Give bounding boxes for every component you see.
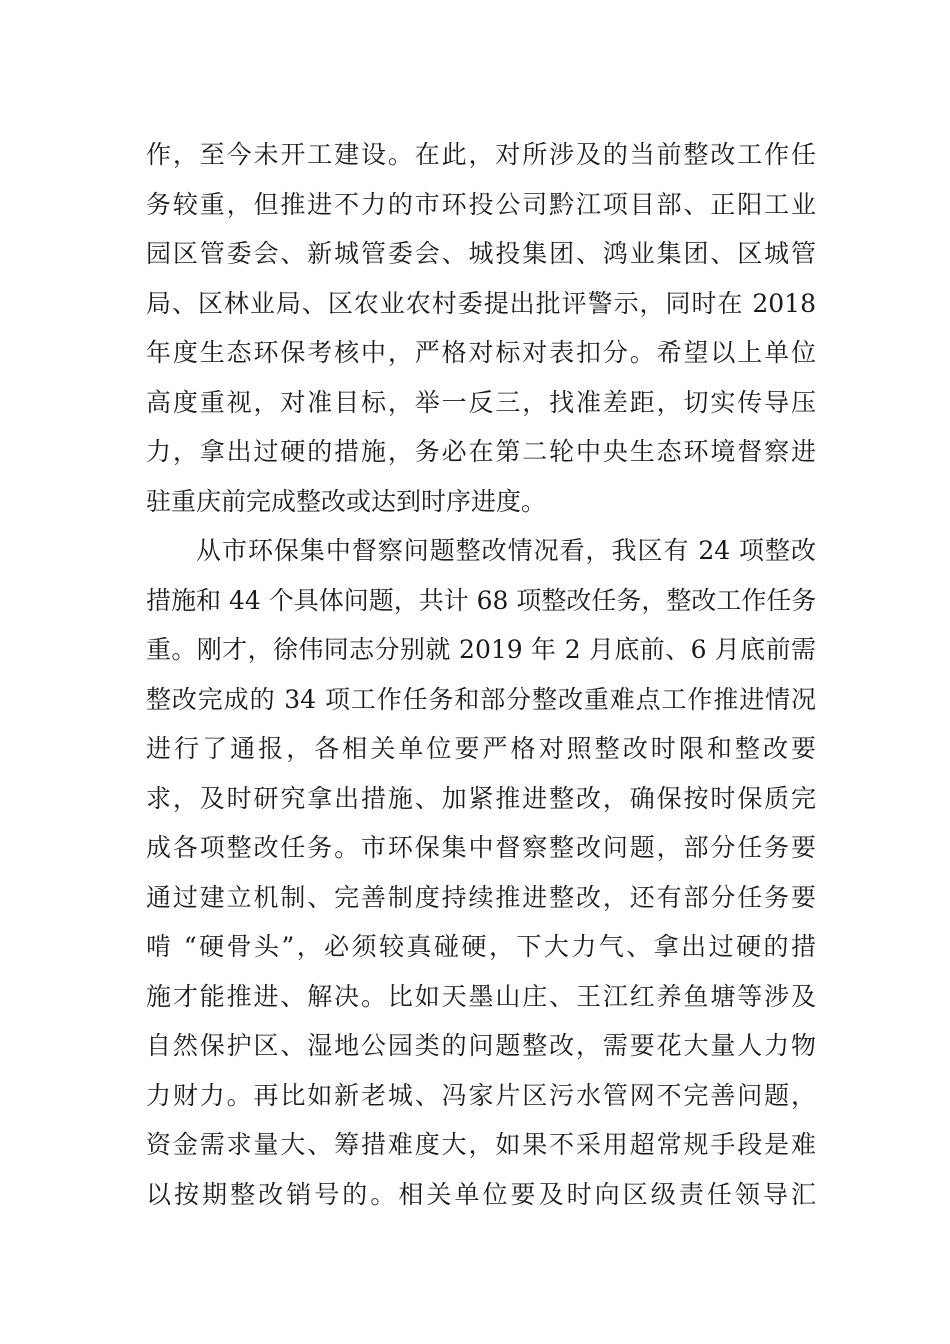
paragraph-2-line-2: 措施和 44 个具体问题，共计 68 项整改任务，整改工作任务 (146, 585, 816, 615)
paragraph-2-line-8: 通过建立机制、完善制度持续推进整改，还有部分任务要 (146, 882, 816, 912)
paragraph-2-line-14: 以按期整改销号的。相关单位要及时向区级责任领导汇 (146, 1179, 816, 1209)
paragraph-2-line-5: 进行了通报，各相关单位要严格对照整改时限和整改要 (146, 734, 816, 763)
paragraph-1-line-8: 驻重庆前完成整改或达到时序进度。 (146, 486, 547, 516)
paragraph-1-line-2: 务较重，但推进不力的市环投公司黔江项目部、正阳工业 (146, 189, 816, 219)
paragraph-1-line-6: 高度重视，对准目标，举一反三，找准差距，切实传导压 (146, 387, 816, 417)
paragraph-1-line-3: 园区管委会、新城管委会、城投集团、鸿业集团、区城管 (146, 239, 816, 268)
paragraph-2-line-1: 从市环保集中督察问题整改情况看，我区有 24 项整改 (196, 536, 816, 565)
document-body (146, 130, 816, 1219)
paragraph-2-line-10: 施才能推进、解决。比如天墨山庄、王江红养鱼塘等涉及 (146, 981, 816, 1011)
paragraph-2-line-3: 重。刚才，徐伟同志分别就 2019 年 2 月底前、6 月底前需 (146, 635, 816, 664)
paragraph-2-line-11: 自然保护区、湿地公园类的问题整改，需要花大量人力物 (146, 1031, 816, 1060)
paragraph-1-line-5: 年度生态环保考核中，严格对标对表扣分。希望以上单位 (146, 338, 816, 367)
paragraph-2-line-6: 求，及时研究拿出措施、加紧推进整改，确保按时保质完 (146, 783, 816, 813)
paragraph-2-line-12: 力财力。再比如新老城、冯家片区污水管网不完善问题， (146, 1080, 816, 1110)
paragraph-2-line-9: 啃 “硬骨头”，必须较真碰硬，下大力气、拿出过硬的措 (146, 932, 816, 961)
paragraph-1-line-1: 作，至今未开工建设。在此，对所涉及的当前整改工作任 (146, 140, 816, 169)
paragraph-1-line-4: 局、区林业局、区农业农村委提出批评警示，同时在 2018 (146, 288, 816, 318)
paragraph-2-line-7: 成各项整改任务。市环保集中督察整改问题，部分任务要 (146, 833, 816, 862)
paragraph-2-line-13: 资金需求量大、筹措难度大，如果不采用超常规手段是难 (146, 1130, 816, 1159)
paragraph-1-line-7: 力，拿出过硬的措施，务必在第二轮中央生态环境督察进 (146, 437, 816, 466)
paragraph-2-line-4: 整改完成的 34 项工作任务和部分整改重难点工作推进情况 (146, 684, 816, 714)
